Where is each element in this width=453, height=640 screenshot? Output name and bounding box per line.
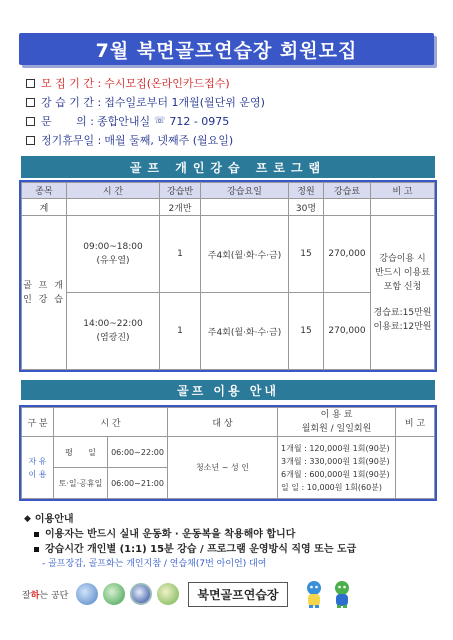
slogan: 잘하는 공단	[22, 590, 69, 601]
class-count: 1	[160, 216, 201, 293]
note-line: 이용료:12만원	[373, 321, 432, 332]
usage-time: 06:00~21:00	[108, 468, 168, 499]
class-time: 09:00~18:00	[83, 242, 143, 252]
header-cell: 시 간	[54, 408, 168, 437]
section-title-usage: 골프 이용 안내	[21, 380, 435, 400]
header-cell: 비 고	[396, 408, 435, 437]
usage-table-box	[19, 405, 437, 501]
header-cell: 강습요일	[201, 183, 289, 199]
fees-cell	[278, 437, 396, 499]
emblem-logo-icon	[76, 583, 98, 605]
fee-line: 3개월 : 330,000원 1회(90분)	[281, 456, 390, 466]
notice-bullet	[24, 542, 439, 557]
class-days: 주4회(월·화·수·금)	[201, 216, 289, 293]
notice-bullet	[24, 527, 439, 542]
note-line: 경습료:15만원	[373, 307, 432, 318]
header-cell: 정원	[289, 183, 324, 199]
info-holiday	[26, 131, 436, 150]
class-fee: 270,000	[324, 293, 371, 370]
checkbox-icon	[26, 98, 35, 107]
total-capacity: 30명	[289, 199, 324, 216]
info-label: 문 의 :	[41, 115, 94, 128]
phone-number: 712 - 0975	[169, 115, 230, 128]
category-cell	[22, 437, 54, 499]
diamond-icon: ◆	[24, 514, 31, 524]
footer	[22, 574, 442, 614]
note-cell	[396, 437, 435, 499]
info-value: 수시모집(온라인카드접수)	[104, 77, 230, 90]
table-header-row	[22, 408, 435, 437]
day-type: 토·일·공휴일	[54, 468, 108, 499]
empty-cell	[201, 199, 289, 216]
category-line: 자 유	[28, 456, 47, 466]
instructor-name: (유우열)	[96, 256, 130, 266]
checkbox-icon	[26, 136, 35, 145]
page-title: 7월 북면골프연습장 회원모집	[19, 33, 434, 65]
usage-target: 청소년 ~ 성 인	[168, 437, 278, 499]
header-cell: 대 상	[168, 408, 278, 437]
info-value: 종합안내실	[96, 115, 151, 128]
fee-line: 일 일 : 10,000원 1회(60분)	[281, 482, 383, 492]
table-row	[22, 437, 435, 468]
class-time: 14:00~22:00	[83, 319, 143, 329]
agency-logo-icon	[130, 583, 152, 605]
empty-cell	[67, 199, 160, 216]
instructor-name: (염광진)	[96, 333, 130, 343]
note-cell	[371, 216, 435, 370]
section-title-program: 골프 개인강습 프로그램	[21, 156, 435, 178]
header-cell: 종목	[22, 183, 67, 199]
mascot-green-icon	[330, 579, 354, 609]
class-capacity: 15	[289, 293, 324, 370]
program-table-box	[19, 180, 437, 372]
class-count: 1	[160, 293, 201, 370]
notice-bullet-text: 이용자는 반드시 실내 운동화 · 운동복을 착용해야 합니다	[45, 529, 296, 540]
checkbox-icon	[26, 79, 35, 88]
info-value: 접수일로부터 1개월(월단위 운영)	[104, 96, 265, 109]
class-fee: 270,000	[324, 216, 371, 293]
class-days: 주4회(월·화·수·금)	[201, 293, 289, 370]
mascot-blue-icon	[302, 579, 326, 609]
notice-header-text: 이용안내	[34, 514, 74, 525]
header-cell: 시 간	[67, 183, 160, 199]
info-label: 정기휴무일 :	[41, 134, 102, 147]
header-cell: 강습반	[160, 183, 201, 199]
usage-time: 06:00~22:00	[108, 437, 168, 468]
usage-table	[21, 407, 435, 499]
info-label: 강 습 기 간 :	[41, 96, 102, 109]
note-line: 포함 신청	[383, 281, 422, 292]
square-bullet-icon	[34, 532, 39, 537]
table-total-row	[22, 199, 435, 216]
info-recruit-period	[26, 74, 436, 93]
notice-section	[24, 512, 439, 572]
category-line: 이 용	[28, 469, 47, 479]
notice-bullet-text: 강습시간 개인별 (1:1) 15분 강습 / 프로그램 운영방식 직영 또는 도급	[45, 544, 357, 555]
info-contact	[26, 112, 436, 131]
table-header-row	[22, 183, 435, 199]
notice-header	[24, 512, 439, 527]
header-cell	[278, 408, 396, 437]
info-value: 매월 둘째, 넷째주 (월요일)	[104, 134, 234, 147]
time-cell	[67, 216, 160, 293]
fee-line: 1개월 : 120,000원 1회(90분)	[281, 443, 390, 453]
fee-line: 6개월 : 600,000원 1회(90분)	[281, 469, 390, 479]
header-cell: 비 고	[371, 183, 435, 199]
time-cell	[67, 293, 160, 370]
square-bullet-icon	[34, 547, 39, 552]
checkbox-icon	[26, 117, 35, 126]
mascots	[302, 579, 358, 609]
category-cell: 골 프 개 인 강 습	[22, 216, 67, 370]
header-cell: 구 분	[22, 408, 54, 437]
table-row	[22, 216, 435, 293]
note-line: 강습이용 시	[379, 253, 426, 264]
empty-cell	[324, 199, 371, 216]
program-table	[21, 182, 435, 370]
class-capacity: 15	[289, 216, 324, 293]
empty-cell	[371, 199, 435, 216]
fee-header-sub: 월회원 / 일일회원	[301, 424, 372, 434]
info-class-period	[26, 93, 436, 112]
facility-logo-icon	[157, 583, 179, 605]
fee-header-title: 이 용 료	[320, 410, 353, 420]
note-line: 반드시 이용료	[374, 267, 431, 278]
total-classes: 2개반	[160, 199, 201, 216]
city-logo-icon	[103, 583, 125, 605]
day-type: 평 일	[54, 437, 108, 468]
header-cell: 강습료	[324, 183, 371, 199]
brand-name: 북면골프연습장	[188, 582, 287, 607]
notice-sub-text: - 골프장갑, 골프화는 개인지참 / 연습채(7번 아이언) 대여	[42, 559, 267, 569]
total-label: 계	[22, 199, 67, 216]
phone-icon: ☏	[154, 116, 166, 126]
info-list	[26, 74, 436, 150]
info-label: 모 집 기 간 :	[41, 77, 102, 90]
